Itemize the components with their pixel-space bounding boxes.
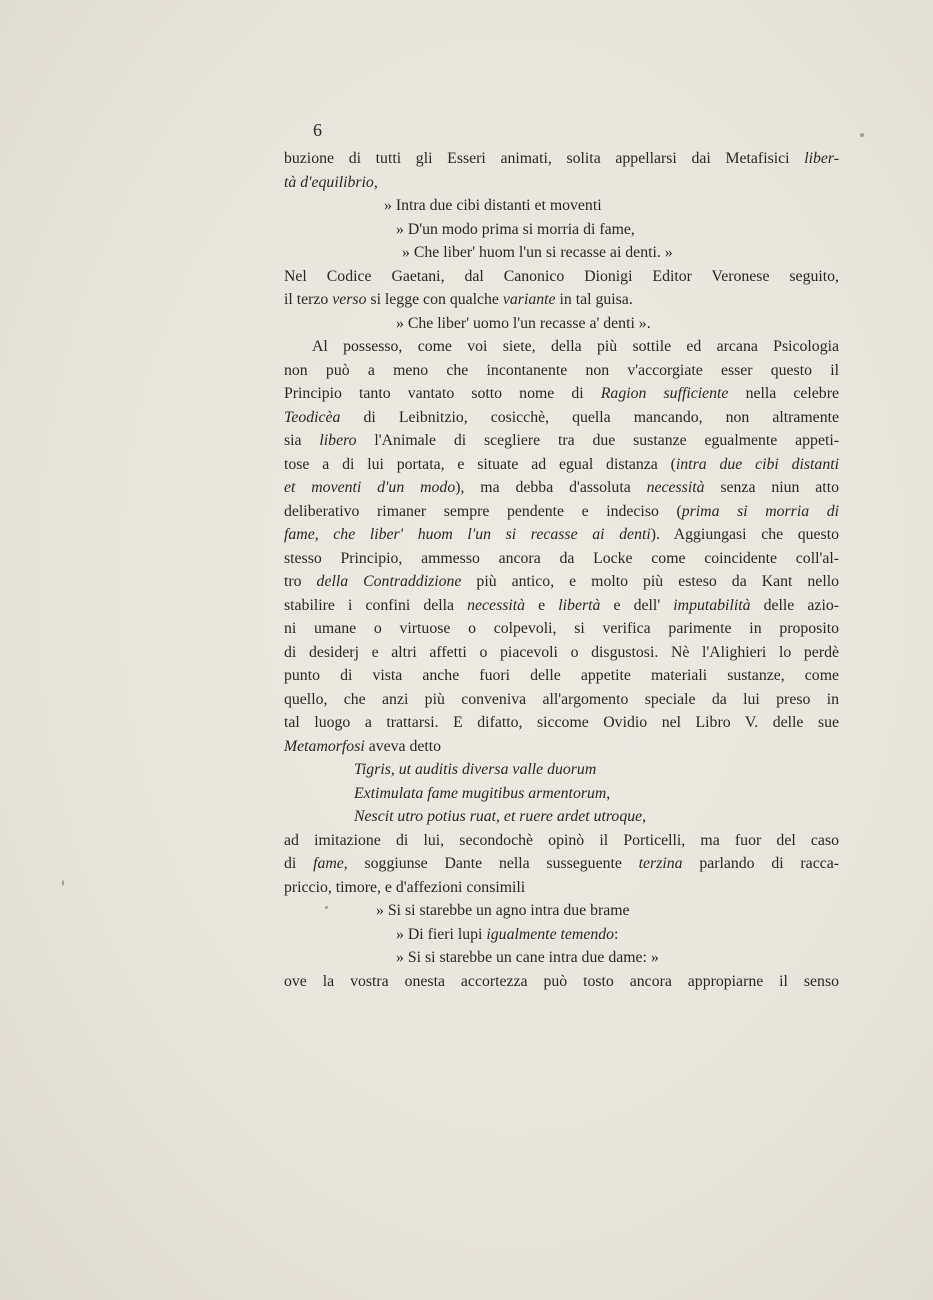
italic-text: imputabilità <box>673 596 751 614</box>
text-segment: punto di vista anche fuori delle appetite materiali sustanze, come <box>284 667 839 684</box>
body-text <box>284 147 839 993</box>
italic-text: verso <box>332 291 367 308</box>
text-line <box>284 711 839 735</box>
text-line <box>284 664 839 688</box>
text-line <box>284 923 839 947</box>
text-line <box>284 194 839 218</box>
italic-text: prima si morria di <box>681 502 839 520</box>
italic-text: fame, che liber' huom l'un si recasse ai denti <box>284 526 651 543</box>
text-line <box>284 312 839 336</box>
text-segment: più antico, e molto più esteso da Kant nello <box>461 573 839 590</box>
italic-text: necessità <box>467 596 526 614</box>
text-segment: tal luogo a trattarsi. E difatto, siccome Ovidio nel Libro V. delle sue <box>284 714 839 731</box>
text-line <box>284 523 839 547</box>
text-line <box>284 805 839 829</box>
text-line <box>284 265 839 289</box>
text-segment: deliberativo rimaner sempre pendente e indeciso ( <box>284 502 682 520</box>
italic-text: Ragion sufficiente <box>600 385 729 402</box>
text-segment: parlando di racca- <box>682 855 839 872</box>
italic-text: libertà <box>558 596 601 614</box>
text-segment: : <box>614 925 619 943</box>
text-line <box>284 359 839 383</box>
text-line <box>284 476 839 500</box>
text-line <box>284 570 839 594</box>
text-segment: tro <box>284 573 317 590</box>
italic-text: libero <box>319 432 357 449</box>
text-segment: nella celebre <box>728 385 839 402</box>
text-segment: delle azio- <box>750 596 839 614</box>
text-line <box>284 218 839 242</box>
text-line <box>284 876 839 900</box>
text-line <box>284 453 839 477</box>
text-segment: » Che liber' uomo l'un recasse a' denti ». <box>396 314 651 332</box>
text-line <box>284 899 839 923</box>
text-line <box>284 147 839 171</box>
text-line <box>284 171 839 195</box>
italic-text: fame <box>313 855 344 872</box>
text-segment: non può a meno che incontanente non v'accorgiate esser questo il <box>284 361 839 379</box>
text-segment: stesso Principio, ammesso ancora da Locke come coincidente coll'al- <box>284 549 839 567</box>
text-segment: Nel Codice Gaetani, dal Canonico Dionigi Editor Veronese seguito, <box>284 267 839 285</box>
text-segment: e dell' <box>600 596 674 614</box>
text-segment: e <box>525 596 559 614</box>
text-segment: , <box>606 784 611 802</box>
text-line <box>284 735 839 759</box>
text-line <box>284 758 839 782</box>
italic-text: intra due cibi distanti <box>675 455 839 473</box>
text-segment: l'Animale di scegliere tra due sustanze egualmente appeti- <box>356 432 840 449</box>
text-segment: di desiderj e altri affetti o piacevoli o disgustosi. Nè l'Alighieri lo perdè <box>284 643 839 661</box>
text-segment: di Leibnitzio, cosicchè, quella mancando, non altramente <box>340 408 839 426</box>
text-segment: ), ma debba d'assoluta <box>455 479 647 496</box>
text-segment: ove la vostra onesta accortezza può tosto ancora appropiarne il senso <box>284 972 839 990</box>
italic-text: della Contraddizione <box>316 573 462 590</box>
text-line <box>284 594 839 618</box>
italic-text: Teodicèa <box>284 408 341 426</box>
text-segment: quello, che anzi più conveniva all'argomento speciale da lui preso in <box>284 690 839 708</box>
text-line <box>284 241 839 265</box>
text-line <box>284 946 839 970</box>
italic-text: igualmente temendo <box>486 925 615 943</box>
paper-spot <box>860 133 864 137</box>
text-line <box>284 688 839 712</box>
text-segment: priccio, timore, e d'affezioni consimili <box>284 878 526 896</box>
text-segment: aveva detto <box>364 737 442 755</box>
text-segment: Principio tanto vantato sotto nome di <box>284 385 601 402</box>
text-segment: si legge con qualche <box>366 291 503 308</box>
text-segment: ). Aggiungasi che questo <box>650 526 839 543</box>
italic-text: Nescit utro potius ruat, et ruere ardet utroque <box>354 808 643 825</box>
text-line <box>284 382 839 406</box>
text-segment: , <box>373 173 378 191</box>
text-line <box>284 782 839 806</box>
italic-text: necessità <box>646 479 705 496</box>
italic-text: terzina <box>638 855 683 872</box>
italic-text: tà d'equilibrio <box>284 173 374 191</box>
italic-text: Tigris, ut auditis diversa valle duorum <box>354 761 597 778</box>
text-segment: in tal guisa. <box>555 291 633 308</box>
text-segment: » D'un modo prima si morria di fame, <box>396 220 635 238</box>
page-number: 6 <box>313 120 322 140</box>
text-line <box>284 335 839 359</box>
text-segment: » Che liber' huom l'un si recasse ai denti. » <box>402 244 673 261</box>
italic-text: et moventi d'un modo <box>284 479 456 496</box>
text-line <box>284 288 839 312</box>
text-segment: stabilire i confini della <box>284 596 468 614</box>
text-segment: senza niun atto <box>704 479 839 496</box>
text-segment: » Intra due cibi distanti et moventi <box>384 197 602 214</box>
text-line <box>284 547 839 571</box>
text-segment: » Di fieri lupi <box>396 925 487 943</box>
text-line <box>284 429 839 453</box>
text-segment: buzione di tutti gli Esseri animati, solita appellarsi dai Metafisici <box>284 150 805 167</box>
italic-text: variante <box>502 291 556 308</box>
text-line <box>284 641 839 665</box>
italic-text: Extimulata fame mugitibus armentorum <box>354 784 607 802</box>
text-line <box>284 829 839 853</box>
text-segment: sia <box>284 432 320 449</box>
text-segment: , <box>642 808 647 825</box>
text-segment: ni umane o virtuose o colpevoli, si verifica parimente in proposito <box>284 620 839 637</box>
text-segment: di <box>284 855 314 872</box>
text-segment: , soggiunse Dante nella susseguente <box>343 855 639 872</box>
text-segment: il terzo <box>284 291 333 308</box>
text-segment: » Si si starebbe un cane intra due dame: » <box>396 949 659 966</box>
text-line <box>284 617 839 641</box>
text-line <box>284 406 839 430</box>
text-segment: ad imitazione di lui, secondochè opinò il Porticelli, ma fuor del caso <box>284 831 839 849</box>
text-segment: tose a di lui portata, e situate ad egual distanza ( <box>284 455 676 473</box>
paper-spot <box>62 880 64 886</box>
text-line <box>284 970 839 994</box>
italic-text: liber- <box>804 150 839 167</box>
text-line <box>284 852 839 876</box>
text-line <box>284 500 839 524</box>
paper-spot <box>325 906 328 909</box>
text-segment: » Si si starebbe un agno intra due brame <box>376 902 630 919</box>
text-segment: Al possesso, come voi siete, della più sottile ed arcana Psicologia <box>312 338 839 355</box>
italic-text: Metamorfosi <box>284 737 365 755</box>
